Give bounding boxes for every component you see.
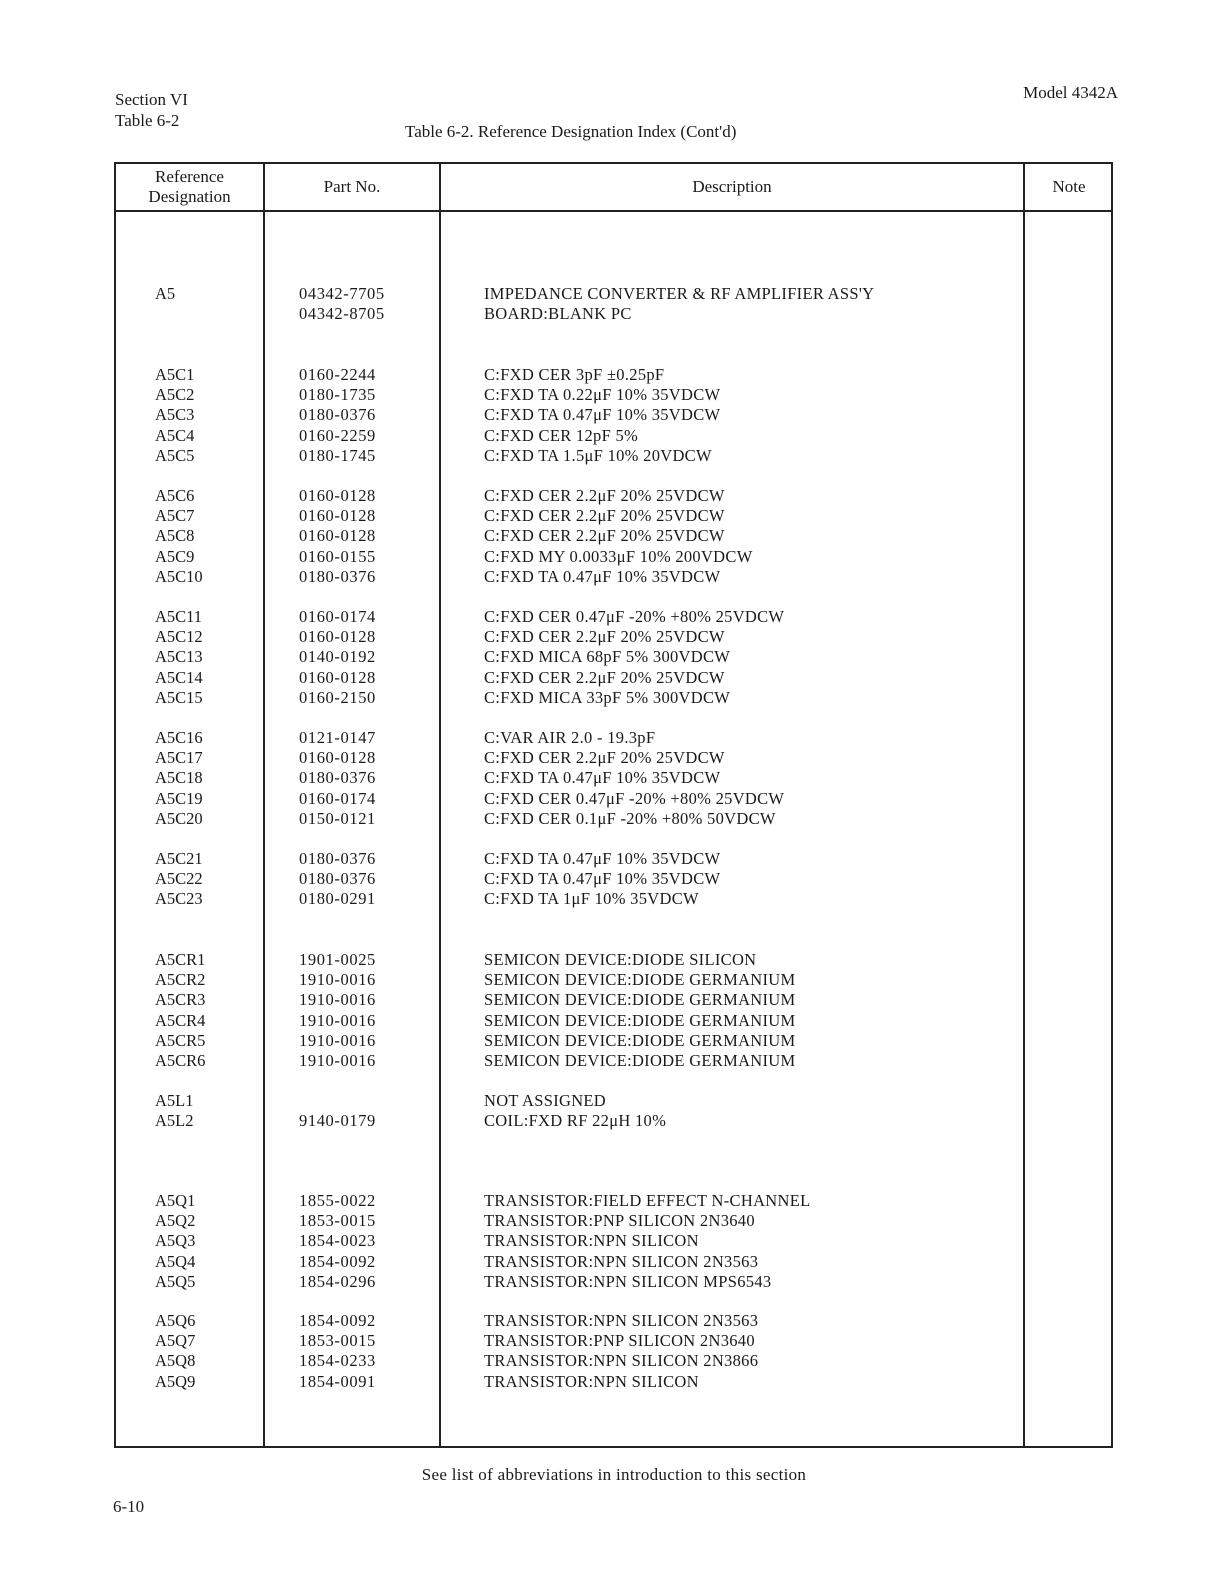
reference-designation-cell: A5C9 xyxy=(155,546,195,566)
description-cell: C:FXD MICA 33pF 5% 300VDCW xyxy=(484,687,731,707)
row-group xyxy=(116,607,1111,708)
part-number-cell: 1853-0015 xyxy=(299,1331,376,1351)
description-cell: TRANSISTOR:FIELD EFFECT N-CHANNEL xyxy=(484,1191,811,1210)
description-cell: IMPEDANCE CONVERTER & RF AMPLIFIER ASS'Y xyxy=(484,284,875,303)
part-number-cell: 0180-1745 xyxy=(299,445,376,465)
part-number-cell: 0180-0376 xyxy=(299,768,376,788)
reference-designation-cell: A5Q2 xyxy=(155,1211,196,1231)
table-row xyxy=(116,889,1111,909)
part-number-cell: 0180-0376 xyxy=(299,869,376,889)
table-row xyxy=(116,486,1111,506)
reference-designation-cell: A5C21 xyxy=(155,849,203,868)
description-cell: C:FXD TA 0.47μF 10% 35VDCW xyxy=(484,849,721,868)
reference-designation-table xyxy=(114,162,1113,1448)
section-label: Section VI xyxy=(115,90,188,109)
part-number-cell: 04342-8705 xyxy=(299,304,385,324)
part-number-cell: 0160-0128 xyxy=(299,748,376,768)
table-row xyxy=(116,506,1111,526)
part-number-cell: 1910-0016 xyxy=(299,1010,376,1030)
part-number-cell: 1855-0022 xyxy=(299,1191,376,1210)
part-number-cell: 0180-1735 xyxy=(299,385,376,405)
part-number-cell: 0180-0376 xyxy=(299,849,376,868)
part-number-cell: 0160-0128 xyxy=(299,526,376,546)
table-row xyxy=(116,567,1111,587)
description-cell: C:FXD CER 2.2μF 20% 25VDCW xyxy=(484,627,725,647)
description-cell: TRANSISTOR:NPN SILICON xyxy=(484,1231,699,1251)
part-number-cell: 1854-0233 xyxy=(299,1351,376,1371)
table-row xyxy=(116,405,1111,425)
part-number-cell: 9140-0179 xyxy=(299,1111,376,1131)
reference-designation-cell: A5L1 xyxy=(155,1091,194,1110)
row-group xyxy=(116,365,1111,466)
table-row xyxy=(116,728,1111,748)
table-row xyxy=(116,869,1111,889)
reference-designation-cell: A5C12 xyxy=(155,627,203,647)
reference-designation-cell: A5C23 xyxy=(155,889,203,909)
reference-designation-cell: A5Q5 xyxy=(155,1271,196,1291)
description-cell: C:FXD CER 0.1μF -20% +80% 50VDCW xyxy=(484,808,776,828)
part-number-cell: 0180-0376 xyxy=(299,566,376,586)
description-cell: SEMICON DEVICE:DIODE SILICON xyxy=(484,950,757,969)
description-cell: SEMICON DEVICE:DIODE GERMANIUM xyxy=(484,1050,796,1070)
table-row xyxy=(116,768,1111,788)
part-number-cell: 0160-0128 xyxy=(299,506,376,526)
column-header-note: Note xyxy=(1052,177,1086,196)
table-row xyxy=(116,365,1111,385)
description-cell: TRANSISTOR:NPN SILICON 2N3563 xyxy=(484,1251,759,1271)
row-group xyxy=(116,728,1111,829)
row-group xyxy=(116,486,1111,587)
part-number-cell: 0160-0128 xyxy=(299,486,376,505)
description-cell: C:FXD CER 2.2μF 20% 25VDCW xyxy=(484,667,725,687)
part-number-cell: 1910-0016 xyxy=(299,970,376,990)
row-group xyxy=(116,1191,1111,1292)
part-number-cell: 0160-0174 xyxy=(299,607,376,626)
part-number-cell: 1854-0092 xyxy=(299,1311,376,1330)
reference-designation-cell: A5 xyxy=(155,284,176,303)
part-number-cell: 04342-7705 xyxy=(299,284,385,303)
table-row xyxy=(116,1252,1111,1272)
description-cell: C:FXD CER 0.47μF -20% +80% 25VDCW xyxy=(484,607,785,626)
table-row xyxy=(116,668,1111,688)
description-cell: C:FXD MY 0.0033μF 10% 200VDCW xyxy=(484,546,753,566)
table-row xyxy=(116,1231,1111,1251)
table-row xyxy=(116,1111,1111,1131)
part-number-cell: 0180-0291 xyxy=(299,889,376,909)
part-number-cell: 1854-0091 xyxy=(299,1371,376,1391)
reference-designation-cell: A5C15 xyxy=(155,687,203,707)
table-row xyxy=(116,990,1111,1010)
part-number-cell: 1901-0025 xyxy=(299,950,376,969)
part-number-cell: 0180-0376 xyxy=(299,405,376,425)
reference-designation-cell: A5C8 xyxy=(155,526,195,546)
description-cell: NOT ASSIGNED xyxy=(484,1091,607,1110)
table-row xyxy=(116,688,1111,708)
reference-designation-cell: A5C14 xyxy=(155,667,203,687)
table-row xyxy=(116,1331,1111,1351)
description-cell: SEMICON DEVICE:DIODE GERMANIUM xyxy=(484,970,796,990)
table-row xyxy=(116,809,1111,829)
description-cell: C:FXD TA 1μF 10% 35VDCW xyxy=(484,889,699,909)
description-cell: BOARD:BLANK PC xyxy=(484,304,632,324)
table-row xyxy=(116,1311,1111,1331)
description-cell: COIL:FXD RF 22μH 10% xyxy=(484,1111,667,1131)
table-row xyxy=(116,446,1111,466)
column-header-description: Description xyxy=(692,177,772,196)
table-row xyxy=(116,1191,1111,1211)
reference-designation-cell: A5C17 xyxy=(155,748,203,768)
part-number-cell: 0140-0192 xyxy=(299,647,376,667)
description-cell: C:FXD TA 1.5μF 10% 20VDCW xyxy=(484,445,712,465)
table-row xyxy=(116,304,1111,324)
row-group xyxy=(116,1311,1111,1392)
table-row xyxy=(116,647,1111,667)
description-cell: C:FXD TA 0.47μF 10% 35VDCW xyxy=(484,768,721,788)
reference-designation-cell: A5Q8 xyxy=(155,1351,196,1371)
description-cell: TRANSISTOR:NPN SILICON MPS6543 xyxy=(484,1271,772,1291)
reference-designation-cell: A5Q9 xyxy=(155,1371,196,1391)
table-row xyxy=(116,627,1111,647)
description-cell: C:FXD CER 0.47μF -20% +80% 25VDCW xyxy=(484,788,785,808)
part-number-cell: 1854-0023 xyxy=(299,1231,376,1251)
reference-designation-cell: A5C5 xyxy=(155,445,195,465)
reference-designation-cell: A5Q7 xyxy=(155,1331,196,1351)
part-number-cell: 0160-0128 xyxy=(299,667,376,687)
description-cell: SEMICON DEVICE:DIODE GERMANIUM xyxy=(484,990,796,1010)
description-cell: TRANSISTOR:PNP SILICON 2N3640 xyxy=(484,1211,755,1231)
description-cell: C:FXD TA 0.47μF 10% 35VDCW xyxy=(484,869,721,889)
part-number-cell: 0160-2150 xyxy=(299,687,376,707)
header-divider xyxy=(116,210,1111,212)
reference-designation-cell: A5C13 xyxy=(155,647,203,667)
table-row xyxy=(116,748,1111,768)
table-row xyxy=(116,385,1111,405)
table-row xyxy=(116,1351,1111,1371)
reference-designation-cell: A5Q6 xyxy=(155,1311,196,1330)
description-cell: C:FXD MICA 68pF 5% 300VDCW xyxy=(484,647,731,667)
reference-designation-cell: A5C7 xyxy=(155,506,195,526)
table-row xyxy=(116,1372,1111,1392)
table-row xyxy=(116,1091,1111,1111)
reference-designation-cell: A5C11 xyxy=(155,607,203,626)
table-row xyxy=(116,1031,1111,1051)
description-cell: C:FXD CER 2.2μF 20% 25VDCW xyxy=(484,748,725,768)
table-row xyxy=(116,426,1111,446)
reference-designation-cell: A5C3 xyxy=(155,405,195,425)
part-number-cell: 0160-2259 xyxy=(299,425,376,445)
description-cell: C:FXD CER 12pF 5% xyxy=(484,425,639,445)
column-header-reference: Reference Designation xyxy=(148,167,231,206)
description-cell: C:FXD TA 0.22μF 10% 35VDCW xyxy=(484,385,721,405)
table-row xyxy=(116,1211,1111,1231)
reference-designation-cell: A5C20 xyxy=(155,808,203,828)
reference-designation-cell: A5C10 xyxy=(155,566,203,586)
description-cell: TRANSISTOR:PNP SILICON 2N3640 xyxy=(484,1331,755,1351)
reference-designation-cell: A5CR4 xyxy=(155,1010,206,1030)
part-number-cell: 0160-0155 xyxy=(299,546,376,566)
reference-designation-cell: A5CR2 xyxy=(155,970,206,990)
table-label: Table 6-2 xyxy=(115,111,180,130)
part-number-cell: 1910-0016 xyxy=(299,990,376,1010)
part-number-cell: 1853-0015 xyxy=(299,1211,376,1231)
row-group xyxy=(116,284,1111,324)
description-cell: SEMICON DEVICE:DIODE GERMANIUM xyxy=(484,1030,796,1050)
reference-designation-cell: A5Q1 xyxy=(155,1191,196,1210)
description-cell: C:FXD CER 3pF ±0.25pF xyxy=(484,365,665,384)
reference-designation-cell: A5C6 xyxy=(155,486,195,505)
table-row xyxy=(116,1011,1111,1031)
table-row xyxy=(116,1051,1111,1071)
abbreviations-note: See list of abbreviations in introduction to this section xyxy=(421,1465,807,1484)
part-number-cell: 0121-0147 xyxy=(299,728,376,747)
part-number-cell: 0160-2244 xyxy=(299,365,376,384)
description-cell: TRANSISTOR:NPN SILICON 2N3563 xyxy=(484,1311,759,1330)
description-cell: C:FXD CER 2.2μF 20% 25VDCW xyxy=(484,526,725,546)
table-row xyxy=(116,950,1111,970)
part-number-cell: 1854-0296 xyxy=(299,1271,376,1291)
description-cell: SEMICON DEVICE:DIODE GERMANIUM xyxy=(484,1010,796,1030)
reference-designation-cell: A5C4 xyxy=(155,425,195,445)
reference-designation-cell: A5C19 xyxy=(155,788,203,808)
reference-designation-cell: A5Q3 xyxy=(155,1231,196,1251)
part-number-cell: 1854-0092 xyxy=(299,1251,376,1271)
description-cell: TRANSISTOR:NPN SILICON 2N3866 xyxy=(484,1351,759,1371)
page-number: 6-10 xyxy=(113,1497,145,1516)
description-cell: C:FXD CER 2.2μF 20% 25VDCW xyxy=(484,506,725,526)
part-number-cell: 0160-0174 xyxy=(299,788,376,808)
table-row xyxy=(116,1272,1111,1292)
reference-designation-cell: A5C1 xyxy=(155,365,195,384)
reference-designation-cell: A5CR3 xyxy=(155,990,206,1010)
reference-designation-cell: A5CR1 xyxy=(155,950,206,969)
part-number-cell: 0160-0128 xyxy=(299,627,376,647)
model-label: Model 4342A xyxy=(1023,83,1118,102)
reference-designation-cell: A5C16 xyxy=(155,728,203,747)
table-row xyxy=(116,970,1111,990)
description-cell: C:VAR AIR 2.0 - 19.3pF xyxy=(484,728,656,747)
part-number-cell: 1910-0016 xyxy=(299,1050,376,1070)
row-group xyxy=(116,849,1111,910)
table-row xyxy=(116,526,1111,546)
description-cell: C:FXD TA 0.47μF 10% 35VDCW xyxy=(484,405,721,425)
reference-designation-cell: A5C2 xyxy=(155,385,195,405)
table-row xyxy=(116,849,1111,869)
table-row xyxy=(116,284,1111,304)
part-number-cell: 0150-0121 xyxy=(299,808,376,828)
reference-designation-cell: A5L2 xyxy=(155,1111,194,1131)
description-cell: C:FXD CER 2.2μF 20% 25VDCW xyxy=(484,486,725,505)
reference-designation-cell: A5Q4 xyxy=(155,1251,196,1271)
row-group xyxy=(116,1091,1111,1131)
column-header-part-no: Part No. xyxy=(323,177,381,196)
description-cell: TRANSISTOR:NPN SILICON xyxy=(484,1371,699,1391)
reference-designation-cell: A5CR5 xyxy=(155,1030,206,1050)
row-group xyxy=(116,950,1111,1071)
part-number-cell: 1910-0016 xyxy=(299,1030,376,1050)
table-row xyxy=(116,607,1111,627)
reference-designation-cell: A5CR6 xyxy=(155,1050,206,1070)
table-row xyxy=(116,547,1111,567)
reference-designation-cell: A5C18 xyxy=(155,768,203,788)
description-cell: C:FXD TA 0.47μF 10% 35VDCW xyxy=(484,566,721,586)
table-row xyxy=(116,789,1111,809)
reference-designation-cell: A5C22 xyxy=(155,869,203,889)
table-caption: Table 6-2. Reference Designation Index (Cont'd) xyxy=(405,122,737,141)
